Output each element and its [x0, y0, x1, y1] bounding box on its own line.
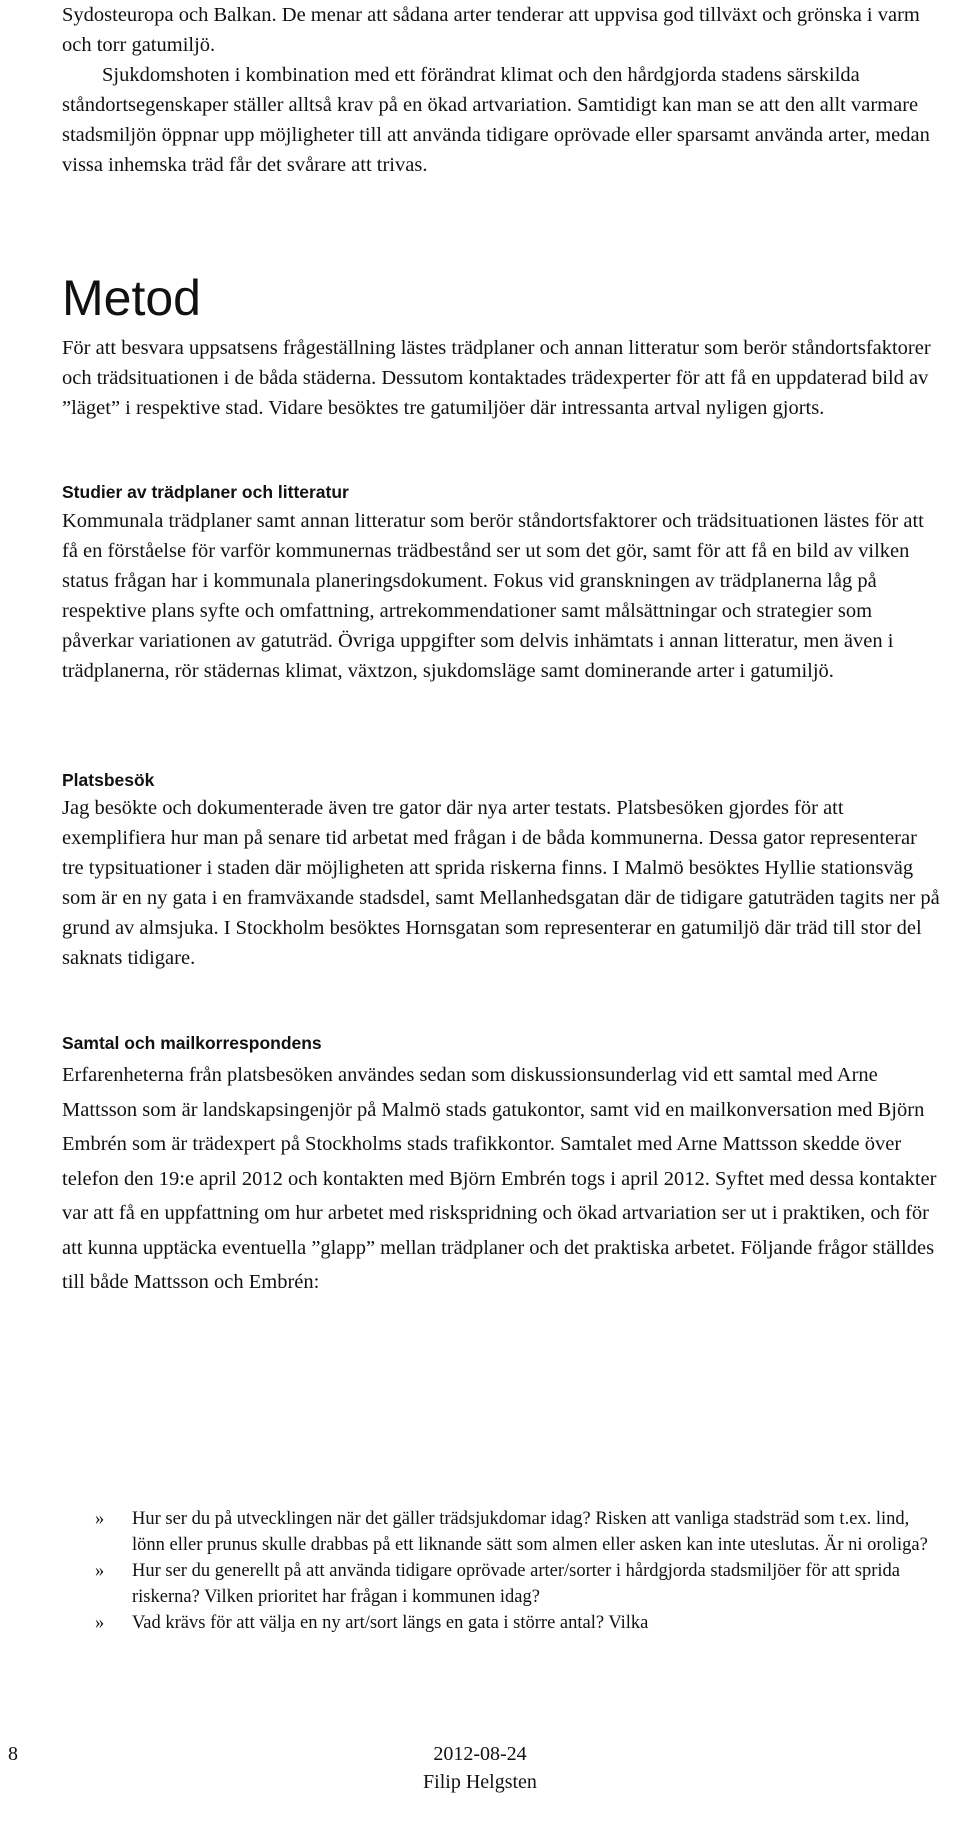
climate-paragraph: [62, 60, 942, 180]
intro-paragraph: Sydosteuropa och Balkan. De menar att sådana arter tenderar att uppvisa god tillväxt och grönska i varm och torr gatumiljö.: [62, 4, 920, 56]
footer-date: 2012-08-24: [433, 1743, 527, 1765]
question-text: Hur ser du generellt på att använda tidigare oprövade arter/sorter i hårdgjorda stadsmiljöer för att sprida riskerna? Vilken prioritet har frågan i kommunen idag?: [132, 1561, 900, 1607]
list-item: [62, 1610, 942, 1636]
climate-paragraph-text: Sjukdomshoten i kombination med ett förändrat klimat och den hårdgjorda stadens särskilda ståndortsegenskaper ställer alltså krav på en ökad artvariation. Samtidigt kan man se att den allt varmare stadsmiljön öppnar upp möjligheter till att använda tidigare oprövade eller sparsamt använda arter, medan vissa inhemska träd får det svårare att trivas.: [62, 64, 930, 176]
footer-author: Filip Helgsten: [423, 1771, 537, 1793]
literature-paragraph: Kommunala trädplaner samt annan litteratur som berör ståndortsfaktorer och trädsituationen lästes för att få en förståelse för varför kommunernas trädbestånd ser ut som det gör, samt för att få en bild av vilken status frågan har i kommunala planeringsdokument. Fokus vid granskningen av trädplanerna låg på respektive plans syfte och omfattning, artrekommendationer samt målsättningar och strategier som påverkar variationen av gatuträd. Övriga uppgifter som delvis inhämtats i annan litteratur, men även i trädplanerna, rör städernas klimat, växtzon, sjukdomsläge samt dominerande arter i gatumiljö.: [62, 510, 924, 682]
site-visits-paragraph: Jag besökte och dokumenterade även tre gator där nya arter testats. Platsbesöken gjordes för att exemplifiera hur man på senare tid arbetat med frågan i de båda kommunerna. Dessa gator representerar tre typsituationer i staden där möjligheten att sprida riskerna finns. I Malmö besöktes Hyllie stationsväg som är en ny gata i en framväxande stadsdel, samt Mellanhedsgatan där de tidigare gatuträden tagits ner på grund av almsjuka. I Stockholm besöktes Hornsgatan som representerar en gatumiljö där träd till stor del saknats tidigare.: [62, 797, 940, 969]
conversation-paragraph: Erfarenheterna från platsbesöken användes sedan som diskussionsunderlag vid ett samtal med Arne Mattsson som är landskapsingenjör på Malmö stads gatukontor, samt vid en mailkonversation med Björn Embrén som är trädexpert på Stockholms stads trafikkontor. Samtalet med Arne Mattsson skedde över telefon den 19:e april 2012 och kontakten med Björn Embrén togs i april 2012. Syftet med dessa kontakter var att få en uppfattning om hur arbetet med riskspridning och ökad artvariation ser ut i praktiken, och för att kunna upptäcka eventuella ”glapp” mellan trädplaner och det praktiska arbetet. Följande frågor ställdes till både Mattsson och Embrén:: [62, 1064, 937, 1293]
bullet-marker: »: [95, 1509, 105, 1529]
bullet-marker: »: [95, 1561, 105, 1581]
question-list: [62, 1506, 942, 1636]
literature-heading: Studier av trädplaner och litteratur: [62, 482, 349, 502]
method-intro-paragraph: För att besvara uppsatsens frågeställning lästes trädplaner och annan litteratur som berör ståndortsfaktorer och trädsituationen i de båda städerna. Dessutom kontaktades trädexperter för att få en uppdaterad bild av ”läget” i respektive stad. Vidare besöktes tre gatumiljöer där intressanta artval nyligen gjorts.: [62, 337, 931, 419]
list-item: [62, 1558, 942, 1610]
site-visits-heading: Platsbesök: [62, 770, 155, 790]
question-text: Vad krävs för att välja en ny art/sort längs en gata i större antal? Vilka: [132, 1613, 649, 1633]
conversation-heading: Samtal och mailkorrespondens: [62, 1033, 322, 1053]
page-number: 8: [8, 1743, 18, 1765]
question-text: Hur ser du på utvecklingen när det gäller trädsjukdomar idag? Risken att vanliga stadsträd som t.ex. lind, lönn eller prunus skulle drabbas på ett liknande sätt som almen eller asken kan inte uteslutas. Är ni oroliga?: [132, 1509, 928, 1555]
list-item: [62, 1506, 942, 1558]
method-heading: Metod: [62, 270, 201, 326]
page-footer: [0, 1740, 960, 1796]
bullet-marker: »: [95, 1613, 105, 1633]
